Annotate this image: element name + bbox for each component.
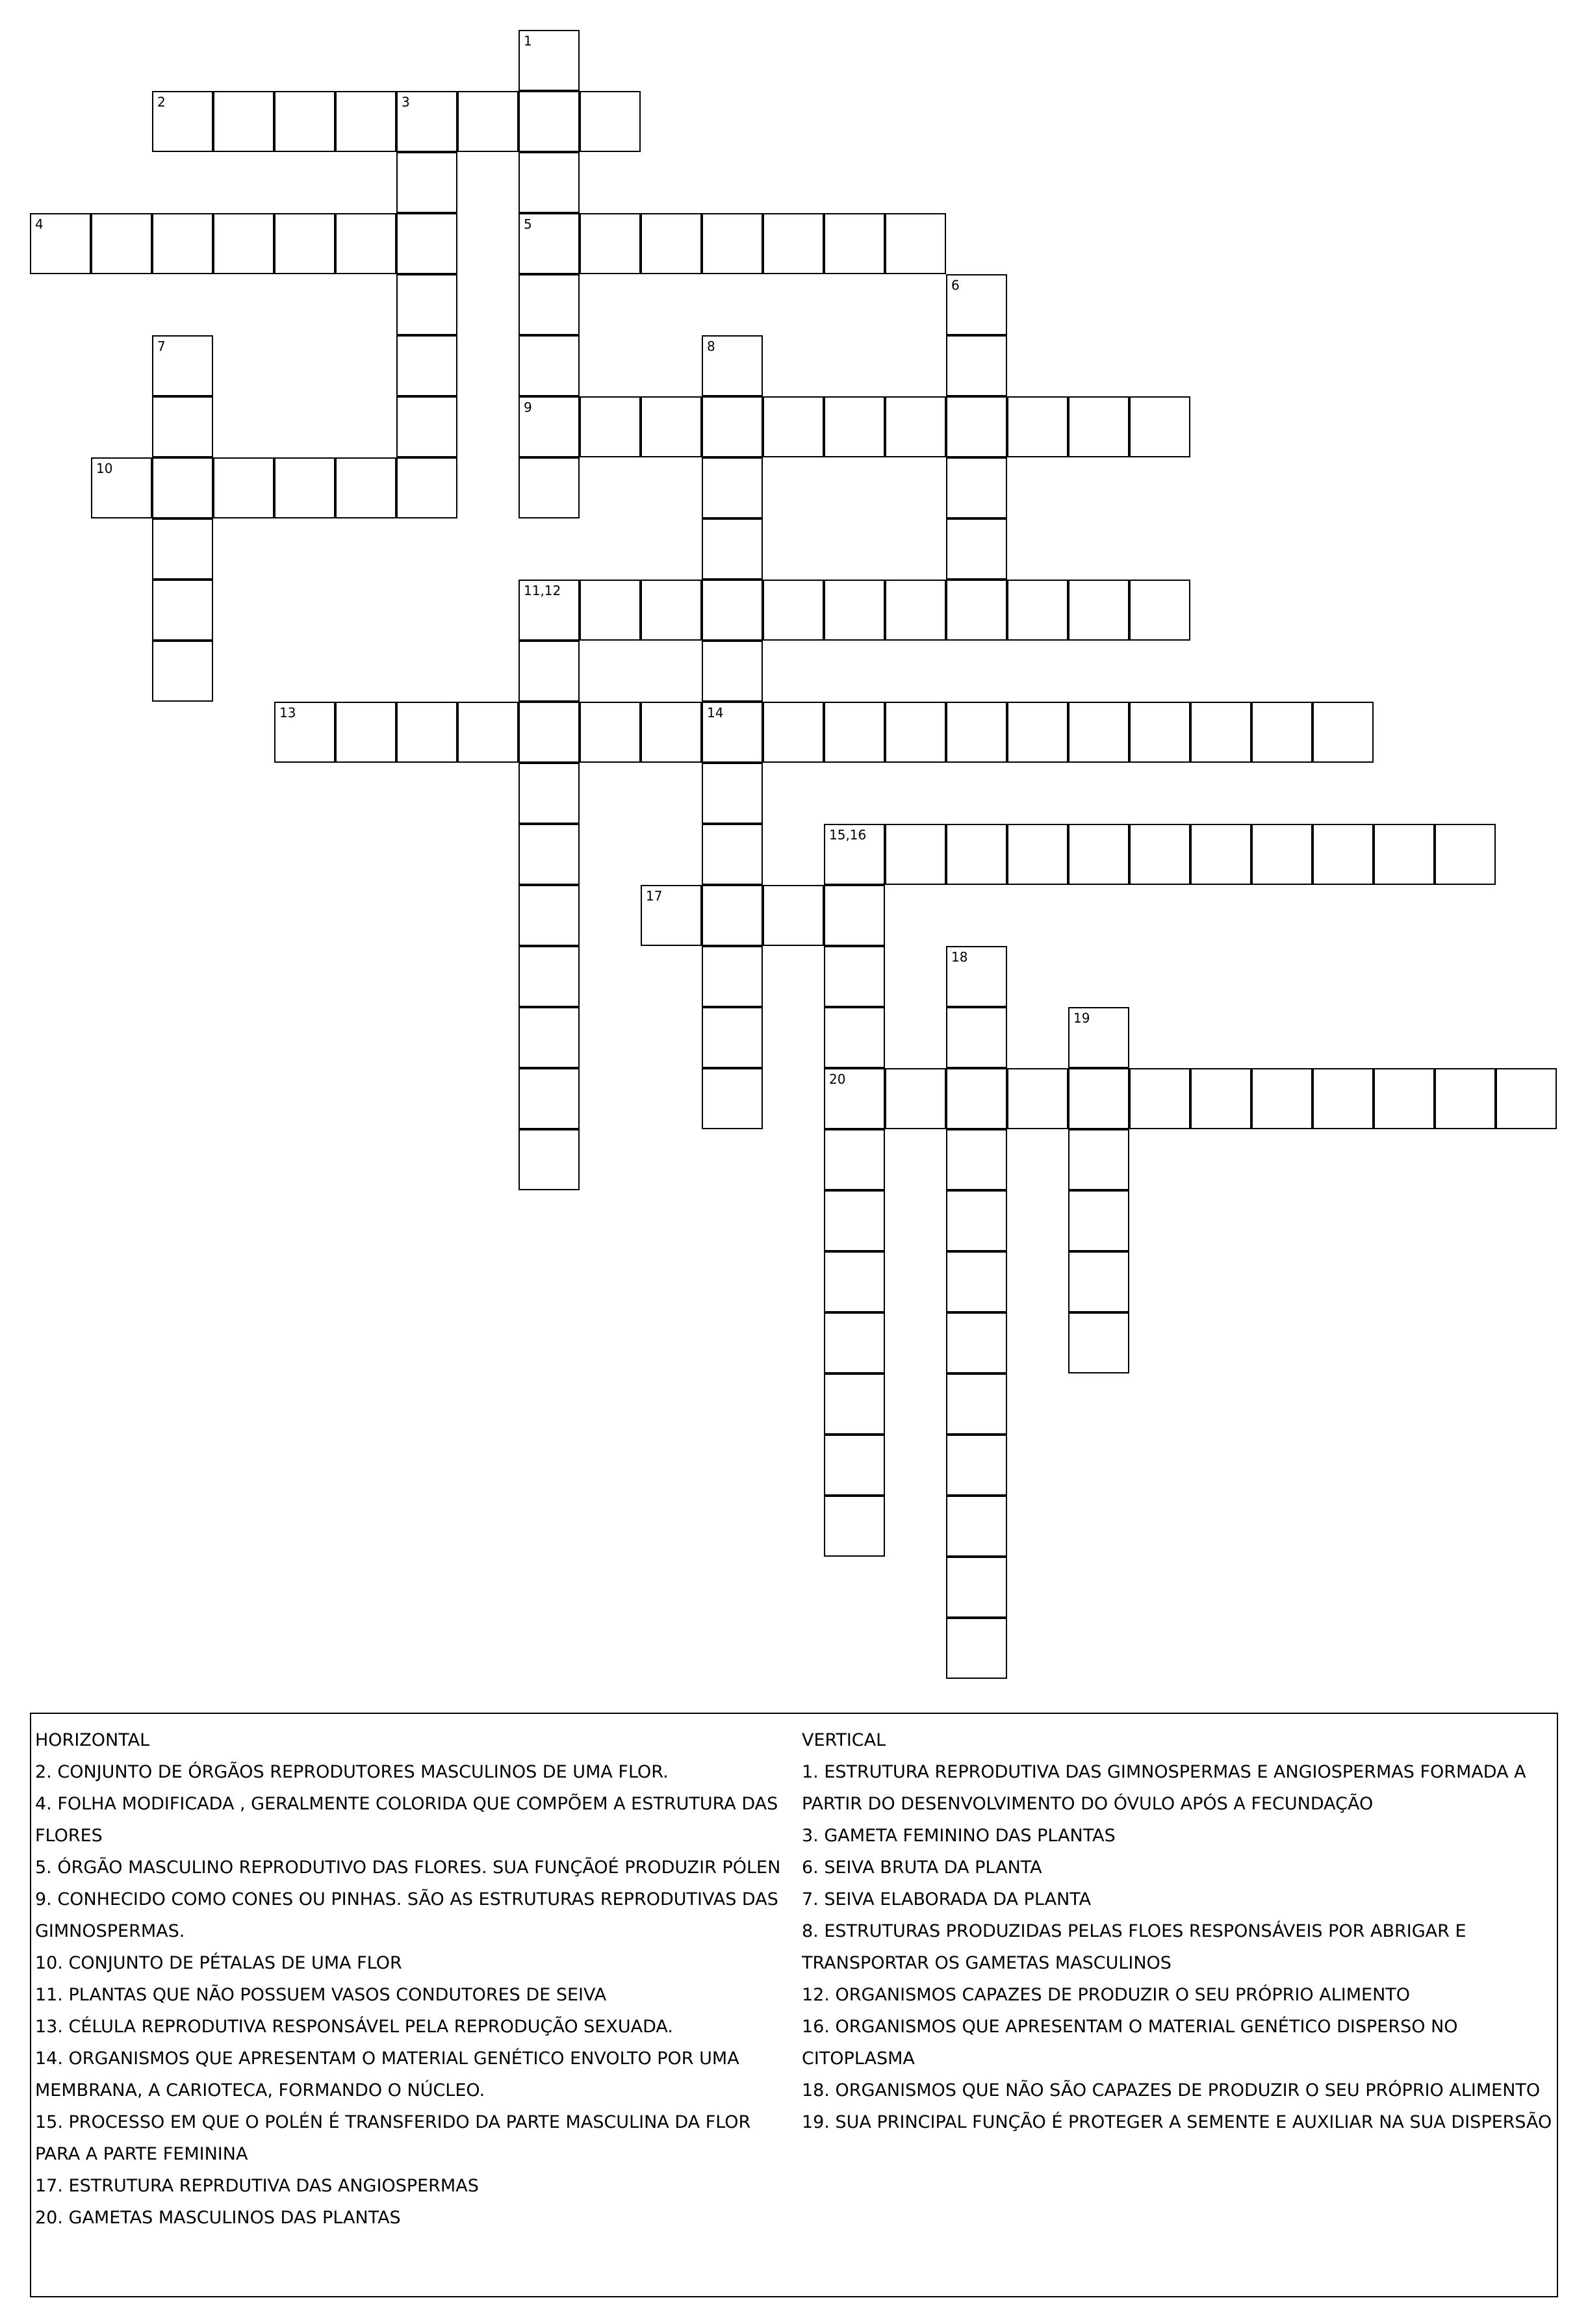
clue-number: 6 bbox=[951, 277, 960, 293]
crossword-cell[interactable] bbox=[702, 1007, 763, 1068]
crossword-cell[interactable] bbox=[885, 396, 946, 457]
crossword-cell[interactable] bbox=[335, 91, 396, 152]
crossword-cell[interactable] bbox=[274, 213, 335, 274]
vertical-heading: VERTICAL bbox=[802, 1730, 886, 1750]
crossword-cell[interactable] bbox=[457, 91, 519, 152]
crossword-cell[interactable] bbox=[152, 457, 213, 518]
crossword-cell[interactable] bbox=[885, 1068, 946, 1129]
crossword-cell[interactable] bbox=[946, 702, 1007, 763]
crossword-cell[interactable] bbox=[91, 457, 152, 518]
crossword-cell[interactable] bbox=[519, 1129, 580, 1190]
crossword-cell[interactable] bbox=[1068, 580, 1129, 641]
horizontal-clue: 2. CONJUNTO DE ÓRGÃOS REPRODUTORES MASCULINOS DE UMA FLOR. bbox=[35, 1762, 669, 1782]
crossword-cell[interactable] bbox=[1068, 1251, 1129, 1312]
crossword-cell[interactable] bbox=[824, 1435, 885, 1496]
clue-number: 15,16 bbox=[829, 827, 867, 843]
crossword-cell[interactable] bbox=[30, 213, 91, 274]
clue-number: 7 bbox=[157, 338, 166, 354]
horizontal-clue: 15. PROCESSO EM QUE O POLÉN É TRANSFERIDO DA PARTE MASCULINA DA FLOR PARA A PARTE FEMININA bbox=[35, 2112, 751, 2164]
crossword-cell[interactable] bbox=[519, 396, 580, 457]
clue-number: 8 bbox=[707, 338, 715, 354]
crossword-cell[interactable] bbox=[824, 946, 885, 1007]
crossword-cell[interactable] bbox=[274, 702, 335, 763]
crossword-cell[interactable] bbox=[396, 702, 457, 763]
crossword-cell[interactable] bbox=[824, 702, 885, 763]
crossword-cell[interactable] bbox=[702, 457, 763, 518]
crossword-cell[interactable] bbox=[885, 213, 946, 274]
crossword-cell[interactable] bbox=[1374, 824, 1435, 885]
crossword-cell[interactable] bbox=[1068, 1068, 1129, 1129]
crossword-cell[interactable] bbox=[580, 396, 641, 457]
crossword-cell[interactable] bbox=[946, 1190, 1007, 1251]
vertical-clue: 12. ORGANISMOS CAPAZES DE PRODUZIR O SEU PRÓPRIO ALIMENTO bbox=[802, 1985, 1411, 2005]
crossword-cell[interactable] bbox=[824, 1312, 885, 1373]
clue-number: 3 bbox=[402, 94, 410, 110]
crossword-cell[interactable] bbox=[1068, 1312, 1129, 1373]
crossword-cell[interactable] bbox=[885, 702, 946, 763]
crossword-cell[interactable] bbox=[824, 824, 885, 885]
crossword-cell[interactable] bbox=[335, 457, 396, 518]
crossword-cell[interactable] bbox=[1251, 824, 1313, 885]
crossword-cell[interactable] bbox=[1007, 396, 1068, 457]
crossword-cell[interactable] bbox=[213, 457, 274, 518]
crossword-cell[interactable] bbox=[1374, 1068, 1435, 1129]
crossword-cell[interactable] bbox=[702, 213, 763, 274]
crossword-cell[interactable] bbox=[152, 518, 213, 580]
crossword-cell[interactable] bbox=[763, 213, 824, 274]
vertical-clue: 16. ORGANISMOS QUE APRESENTAM O MATERIAL GENÉTICO DISPERSO NO CITOPLASMA bbox=[802, 2017, 1458, 2069]
crossword-cell[interactable] bbox=[213, 213, 274, 274]
vertical-clue: 7. SEIVA ELABORADA DA PLANTA bbox=[802, 1889, 1092, 1909]
crossword-cell[interactable] bbox=[519, 335, 580, 396]
crossword-cell[interactable] bbox=[1190, 824, 1251, 885]
horizontal-clue: 11. PLANTAS QUE NÃO POSSUEM VASOS CONDUTORES DE SEIVA bbox=[35, 1985, 607, 2005]
crossword-cell[interactable] bbox=[152, 213, 213, 274]
crossword-cell[interactable] bbox=[824, 1007, 885, 1068]
crossword-cell[interactable] bbox=[946, 1496, 1007, 1557]
crossword-cell[interactable] bbox=[396, 274, 457, 335]
crossword-cell[interactable] bbox=[1313, 824, 1374, 885]
crossword-cell[interactable] bbox=[519, 824, 580, 885]
crossword-cell[interactable] bbox=[1129, 580, 1190, 641]
crossword-cell[interactable] bbox=[946, 1007, 1007, 1068]
crossword-cell[interactable] bbox=[946, 274, 1007, 335]
crossword-cell[interactable] bbox=[702, 518, 763, 580]
crossword-cell[interactable] bbox=[519, 702, 580, 763]
crossword-cell[interactable] bbox=[702, 396, 763, 457]
clue-number: 14 bbox=[707, 705, 724, 721]
vertical-clue: 3. GAMETA FEMININO DAS PLANTAS bbox=[802, 1826, 1116, 1846]
vertical-clue: 19. SUA PRINCIPAL FUNÇÃO É PROTEGER A SEMENTE E AUXILIAR NA SUA DISPERSÃO bbox=[802, 2112, 1552, 2132]
crossword-cell[interactable] bbox=[213, 91, 274, 152]
crossword-cell[interactable] bbox=[946, 518, 1007, 580]
clue-number: 18 bbox=[951, 949, 968, 965]
crossword-cell[interactable] bbox=[824, 1068, 885, 1129]
clue-number: 10 bbox=[96, 461, 113, 476]
crossword-cell[interactable] bbox=[519, 213, 580, 274]
crossword-cell[interactable] bbox=[152, 641, 213, 702]
crossword-cell[interactable] bbox=[824, 1251, 885, 1312]
crossword-cell[interactable] bbox=[824, 580, 885, 641]
vertical-clue: 18. ORGANISMOS QUE NÃO SÃO CAPAZES DE PRODUZIR O SEU PRÓPRIO ALIMENTO bbox=[802, 2080, 1541, 2101]
crossword-cell[interactable] bbox=[946, 457, 1007, 518]
crossword-cell[interactable] bbox=[519, 152, 580, 213]
crossword-cell[interactable] bbox=[1068, 396, 1129, 457]
crossword-cell[interactable] bbox=[702, 1068, 763, 1129]
crossword-cell[interactable] bbox=[457, 702, 519, 763]
crossword-cell[interactable] bbox=[580, 213, 641, 274]
crossword-cell[interactable] bbox=[580, 91, 641, 152]
crossword-cell[interactable] bbox=[519, 763, 580, 824]
crossword-cell[interactable] bbox=[946, 1557, 1007, 1618]
crossword-cell[interactable] bbox=[519, 885, 580, 946]
clue-number: 4 bbox=[35, 216, 44, 232]
crossword-cell[interactable] bbox=[335, 702, 396, 763]
clue-number: 9 bbox=[524, 400, 532, 415]
horizontal-clue: 17. ESTRUTURA REPRDUTIVA DAS ANGIOSPERMAS bbox=[35, 2176, 479, 2196]
crossword-cell[interactable] bbox=[152, 580, 213, 641]
crossword-cell[interactable] bbox=[396, 213, 457, 274]
crossword-cell[interactable] bbox=[519, 91, 580, 152]
crossword-cell[interactable] bbox=[1313, 1068, 1374, 1129]
crossword-cell[interactable] bbox=[1068, 1129, 1129, 1190]
crossword-cell[interactable] bbox=[519, 1068, 580, 1129]
crossword-cell[interactable] bbox=[1251, 1068, 1313, 1129]
crossword-cell[interactable] bbox=[519, 946, 580, 1007]
crossword-cell[interactable] bbox=[519, 274, 580, 335]
crossword-cell[interactable] bbox=[1129, 1068, 1190, 1129]
crossword-cell[interactable] bbox=[946, 335, 1007, 396]
crossword-cell[interactable] bbox=[396, 152, 457, 213]
crossword-cell[interactable] bbox=[152, 335, 213, 396]
crossword-cell[interactable] bbox=[946, 580, 1007, 641]
crossword-cell[interactable] bbox=[946, 1312, 1007, 1373]
crossword-cell[interactable] bbox=[946, 946, 1007, 1007]
crossword-cell[interactable] bbox=[946, 1129, 1007, 1190]
crossword-cell[interactable] bbox=[1068, 824, 1129, 885]
vertical-clue: 8. ESTRUTURAS PRODUZIDAS PELAS FLOES RESPONSÁVEIS POR ABRIGAR E TRANSPORTAR OS GAMETAS MASCULINOS bbox=[802, 1921, 1466, 1973]
crossword-cell[interactable] bbox=[1435, 1068, 1496, 1129]
crossword-cell[interactable] bbox=[1435, 824, 1496, 885]
clue-number: 5 bbox=[524, 216, 532, 232]
crossword-cell[interactable] bbox=[1007, 1068, 1068, 1129]
horizontal-clue: 4. FOLHA MODIFICADA , GERALMENTE COLORIDA QUE COMPÕEM A ESTRUTURA DAS FLORES bbox=[35, 1794, 778, 1846]
crossword-cell[interactable] bbox=[824, 1496, 885, 1557]
crossword-cell[interactable] bbox=[702, 641, 763, 702]
vertical-clue: 1. ESTRUTURA REPRODUTIVA DAS GIMNOSPERMAS E ANGIOSPERMAS FORMADA A PARTIR DO DESENVOLVIMENTO DO ÓVULO APÓS A FECUNDAÇÃO bbox=[802, 1762, 1526, 1814]
crossword-cell[interactable] bbox=[1007, 580, 1068, 641]
crossword-cell[interactable] bbox=[519, 457, 580, 518]
crossword-cell[interactable] bbox=[519, 580, 580, 641]
crossword-cell[interactable] bbox=[641, 580, 702, 641]
clue-number: 17 bbox=[646, 888, 663, 904]
crossword-cell[interactable] bbox=[1068, 1007, 1129, 1068]
crossword-cell[interactable] bbox=[1129, 702, 1190, 763]
crossword-cell[interactable] bbox=[274, 457, 335, 518]
crossword-cell[interactable] bbox=[885, 824, 946, 885]
crossword-cell[interactable] bbox=[702, 335, 763, 396]
crossword-cell[interactable] bbox=[946, 1435, 1007, 1496]
crossword-cell[interactable] bbox=[1496, 1068, 1557, 1129]
horizontal-clues bbox=[35, 1724, 789, 2234]
clue-number: 1 bbox=[524, 33, 532, 49]
clue-number: 13 bbox=[279, 705, 296, 721]
crossword-cell[interactable] bbox=[946, 1618, 1007, 1679]
crossword-cell[interactable] bbox=[396, 335, 457, 396]
crossword-cell[interactable] bbox=[641, 396, 702, 457]
crossword-cell[interactable] bbox=[152, 396, 213, 457]
horizontal-clue: 10. CONJUNTO DE PÉTALAS DE UMA FLOR bbox=[35, 1953, 402, 1973]
crossword-cell[interactable] bbox=[1190, 702, 1251, 763]
crossword-cell[interactable] bbox=[152, 91, 213, 152]
crossword-cell[interactable] bbox=[763, 702, 824, 763]
crossword-cell[interactable] bbox=[946, 1068, 1007, 1129]
crossword-cell[interactable] bbox=[274, 91, 335, 152]
crossword-cell[interactable] bbox=[1129, 396, 1190, 457]
crossword-cell[interactable] bbox=[946, 1251, 1007, 1312]
crossword-cell[interactable] bbox=[1251, 702, 1313, 763]
vertical-clues bbox=[802, 1724, 1556, 2138]
crossword-cell[interactable] bbox=[641, 213, 702, 274]
crossword-cell[interactable] bbox=[702, 763, 763, 824]
crossword-cell[interactable] bbox=[824, 213, 885, 274]
crossword-cell[interactable] bbox=[519, 30, 580, 91]
horizontal-clue: 14. ORGANISMOS QUE APRESENTAM O MATERIAL GENÉTICO ENVOLTO POR UMA MEMBRANA, A CARIOTECA, FORMANDO O NÚCLEO. bbox=[35, 2049, 739, 2101]
crossword-cell[interactable] bbox=[396, 396, 457, 457]
crossword-cell[interactable] bbox=[1007, 702, 1068, 763]
crossword-cell[interactable] bbox=[702, 824, 763, 885]
crossword-cell[interactable] bbox=[1190, 1068, 1251, 1129]
horizontal-clue: 20. GAMETAS MASCULINOS DAS PLANTAS bbox=[35, 2208, 401, 2228]
crossword-cell[interactable] bbox=[335, 213, 396, 274]
crossword-cell[interactable] bbox=[824, 1190, 885, 1251]
crossword-cell[interactable] bbox=[641, 885, 702, 946]
crossword-cell[interactable] bbox=[1068, 702, 1129, 763]
crossword-cell[interactable] bbox=[519, 641, 580, 702]
clue-number: 20 bbox=[829, 1071, 846, 1087]
crossword-cell[interactable] bbox=[702, 702, 763, 763]
crossword-cell[interactable] bbox=[824, 885, 885, 946]
crossword-cell[interactable] bbox=[580, 702, 641, 763]
clue-number: 11,12 bbox=[524, 583, 561, 598]
clues-box bbox=[30, 1713, 1558, 2297]
horizontal-clue: 9. CONHECIDO COMO CONES OU PINHAS. SÃO AS ESTRUTURAS REPRODUTIVAS DAS GIMNOSPERMAS. bbox=[35, 1889, 778, 1941]
crossword-cell[interactable] bbox=[1129, 824, 1190, 885]
horizontal-clue: 5. ÓRGÃO MASCULINO REPRODUTIVO DAS FLORES. SUA FUNÇÃOÉ PRODUZIR PÓLEN bbox=[35, 1858, 781, 1878]
clue-number: 2 bbox=[157, 94, 166, 110]
crossword-cell[interactable] bbox=[824, 396, 885, 457]
horizontal-clue: 13. CÉLULA REPRODUTIVA RESPONSÁVEL PELA REPRODUÇÃO SEXUADA. bbox=[35, 2017, 673, 2037]
crossword-cell[interactable] bbox=[702, 946, 763, 1007]
crossword-cell[interactable] bbox=[702, 580, 763, 641]
vertical-clue: 6. SEIVA BRUTA DA PLANTA bbox=[802, 1858, 1042, 1878]
crossword-cell[interactable] bbox=[946, 396, 1007, 457]
crossword-cell[interactable] bbox=[824, 1373, 885, 1435]
crossword-cell[interactable] bbox=[885, 580, 946, 641]
crossword-cell[interactable] bbox=[763, 396, 824, 457]
crossword-cell[interactable] bbox=[580, 580, 641, 641]
crossword-cell[interactable] bbox=[946, 824, 1007, 885]
crossword-cell[interactable] bbox=[1313, 702, 1374, 763]
crossword-cell[interactable] bbox=[91, 213, 152, 274]
crossword-cell[interactable] bbox=[396, 457, 457, 518]
horizontal-heading: HORIZONTAL bbox=[35, 1730, 150, 1750]
crossword-cell[interactable] bbox=[519, 1007, 580, 1068]
clue-number: 19 bbox=[1073, 1010, 1090, 1026]
crossword-cell[interactable] bbox=[641, 702, 702, 763]
crossword-cell[interactable] bbox=[1068, 1190, 1129, 1251]
crossword-cell[interactable] bbox=[702, 885, 763, 946]
crossword-cell[interactable] bbox=[763, 885, 824, 946]
crossword-cell[interactable] bbox=[763, 580, 824, 641]
crossword-cell[interactable] bbox=[396, 91, 457, 152]
crossword-cell[interactable] bbox=[1007, 824, 1068, 885]
crossword-cell[interactable] bbox=[946, 1373, 1007, 1435]
crossword-cell[interactable] bbox=[824, 1129, 885, 1190]
